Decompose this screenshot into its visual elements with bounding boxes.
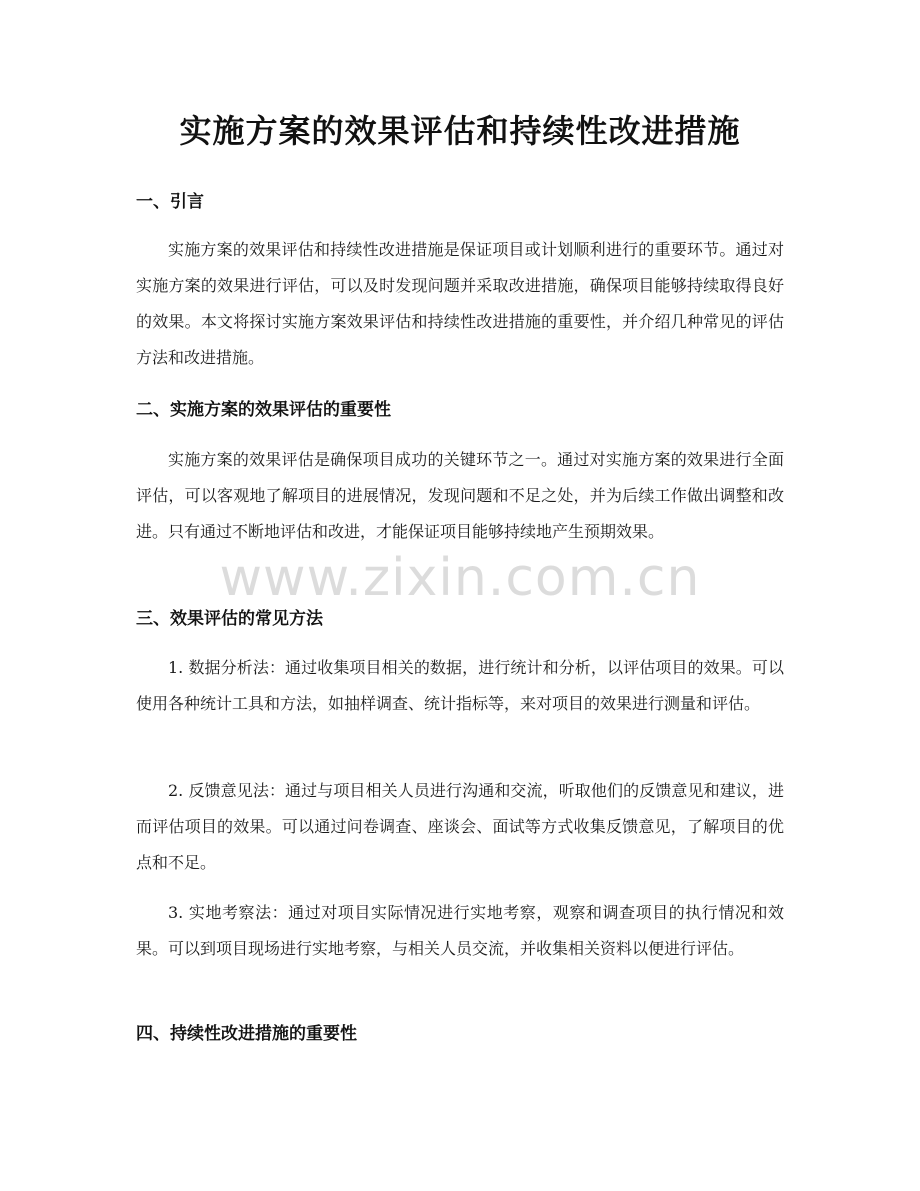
paragraph-method-field-visit: 3. 实地考察法：通过对项目实际情况进行实地考察，观察和调查项目的执行情况和效果。可以到项目现场进行实地考察，与相关人员交流，并收集相关资料以便进行评估。: [136, 903, 784, 958]
document-title: 实施方案的效果评估和持续性改进措施: [179, 112, 741, 150]
paragraph-method-feedback: 2. 反馈意见法：通过与项目相关人员进行沟通和交流，听取他们的反馈意见和建议，进而评估项目的效果。可以通过问卷调查、座谈会、面试等方式收集反馈意见，了解项目的优点和不足。: [136, 781, 784, 872]
paragraph-intro: 实施方案的效果评估和持续性改进措施是保证项目或计划顺利进行的重要环节。通过对实施方案的效果进行评估，可以及时发现问题并采取改进措施，确保项目能够持续取得良好的效果。本文将探讨实施方案效果评估和持续性改进措施的重要性，并介绍几种常见的评估方法和改进措施。: [136, 240, 784, 367]
section-heading-methods: 三、效果评估的常见方法: [136, 609, 323, 629]
section-heading-improvement: 四、持续性改进措施的重要性: [136, 1024, 357, 1044]
paragraph-importance: 实施方案的效果评估是确保项目成功的关键环节之一。通过对实施方案的效果进行全面评估，可以客观地了解项目的进展情况，发现问题和不足之处，并为后续工作做出调整和改进。只有通过不断地评估和改进，才能保证项目能够持续地产生预期效果。: [136, 450, 784, 541]
watermark: www.zixin.com.cn: [219, 548, 701, 608]
section-heading-intro: 一、引言: [136, 192, 204, 212]
section-heading-importance: 二、实施方案的效果评估的重要性: [136, 400, 391, 420]
paragraph-method-data-analysis: 1. 数据分析法：通过收集项目相关的数据，进行统计和分析，以评估项目的效果。可以使用各种统计工具和方法，如抽样调查、统计指标等，来对项目的效果进行测量和评估。: [136, 658, 784, 713]
